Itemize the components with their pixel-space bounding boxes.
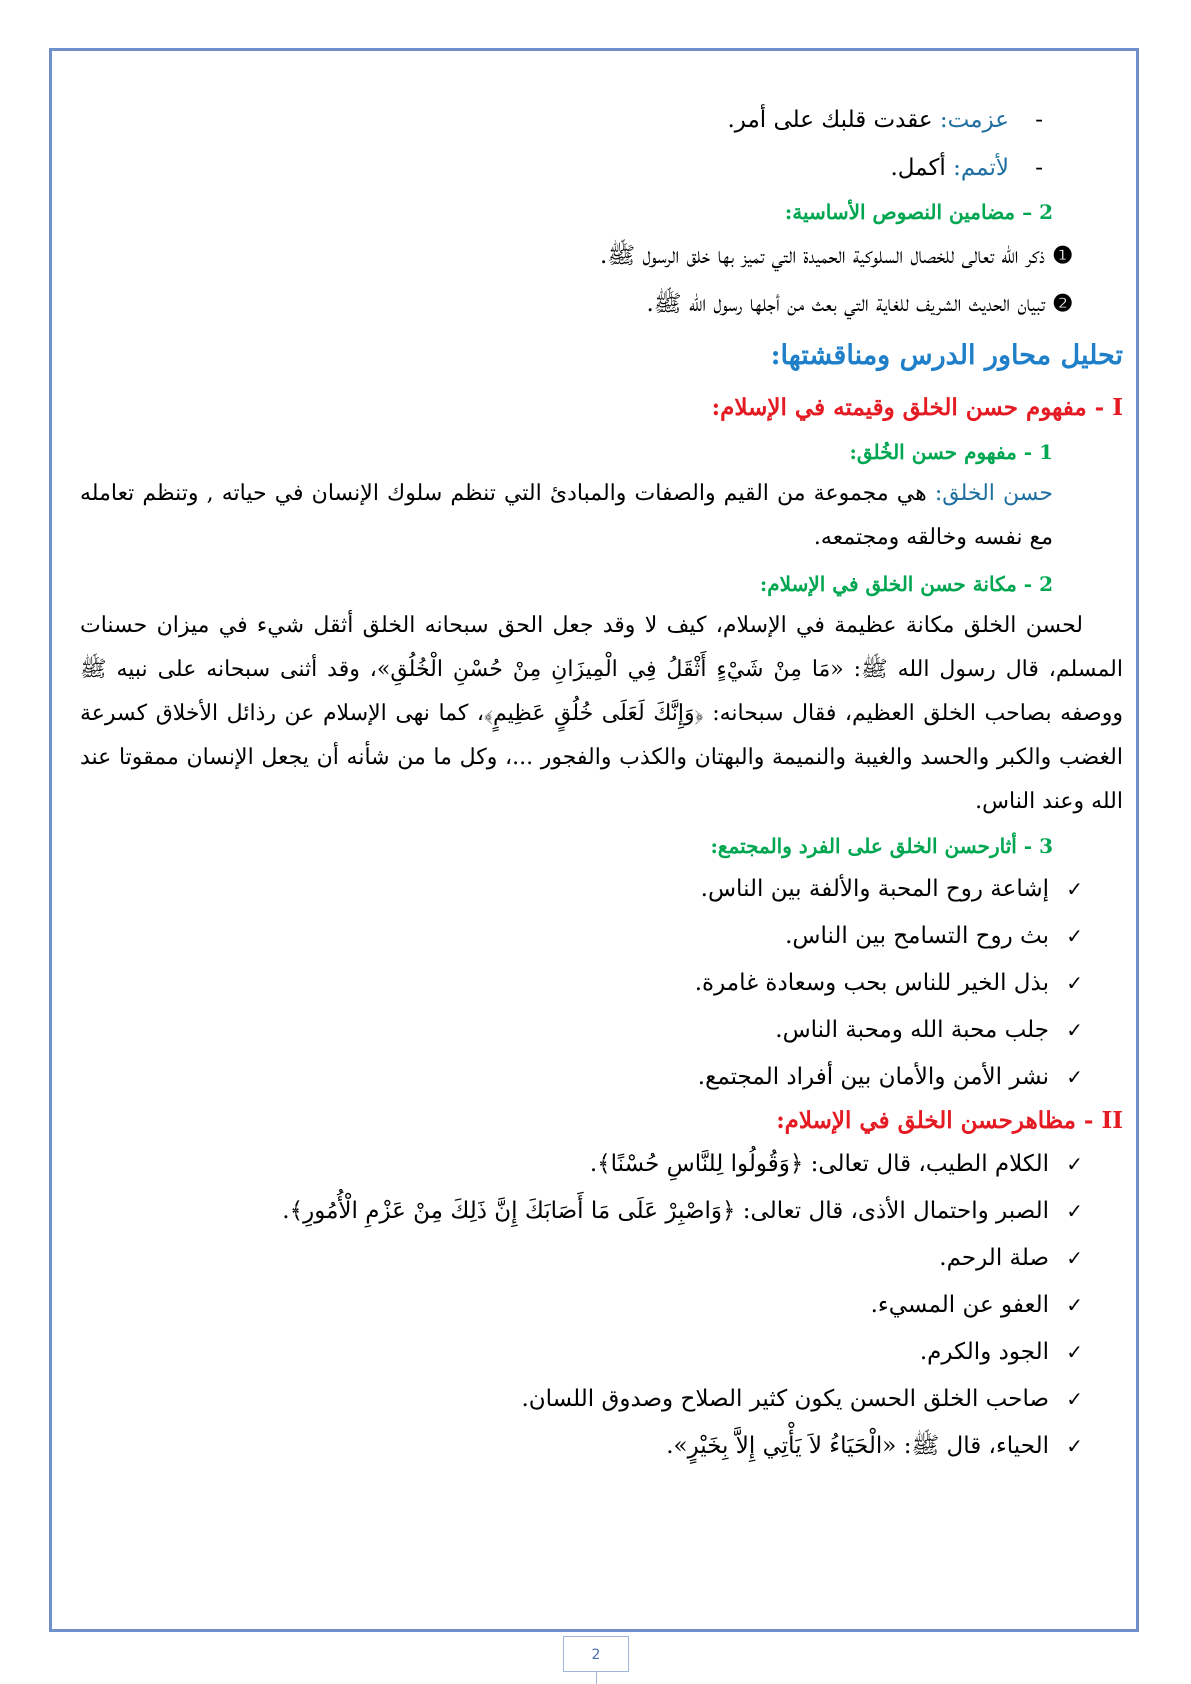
vocab-term: عزمت: xyxy=(939,107,1009,133)
document-body xyxy=(80,96,1123,1470)
check-icon: ✓ xyxy=(1066,1152,1083,1176)
subsection-heading: 2 - مكانة حسن الخلق في الإسلام: xyxy=(759,572,1053,596)
list-item: ❶ذكر الله تعالى للخصال السلوكية الحميدة التي تميز بها خلق الرسول ﷺ. xyxy=(80,232,1123,280)
check-item: ✓الحياء، قال ﷺ: «الْحَيَاءُ لاَ يَأْتِي إِلاَّ بِخَيْرٍ». xyxy=(80,1423,1123,1470)
subsection-heading: 3 - أثارحسن الخلق على الفرد والمجتمع: xyxy=(710,834,1053,858)
check-icon: ✓ xyxy=(1066,924,1083,948)
vocab-item: -عزمت: عقدت قلبك على أمر. xyxy=(727,107,1043,133)
check-item: ✓جلب محبة الله ومحبة الناس. xyxy=(80,1007,1123,1054)
check-icon: ✓ xyxy=(1066,877,1083,901)
part-heading: I - مفهوم حسن الخلق وقيمته في الإسلام: xyxy=(711,394,1123,421)
check-item: ✓الكلام الطيب، قال تعالى: ﴿وَقُولُوا لِلنَّاسِ حُسْنًا﴾. xyxy=(80,1141,1123,1188)
check-icon: ✓ xyxy=(1066,1018,1083,1042)
main-title: تحليل محاور الدرس ومناقشتها: xyxy=(770,340,1123,371)
check-icon: ✓ xyxy=(1066,1293,1083,1317)
check-item: ✓الصبر واحتمال الأذى، قال تعالى: ﴿وَاصْبِرْ عَلَى مَا أَصَابَكَ إِنَّ ذَلِكَ مِنْ عَزْمِ الْأُمُورِ﴾. xyxy=(80,1188,1123,1235)
check-icon: ✓ xyxy=(1066,1387,1083,1411)
check-item: ✓صلة الرحم. xyxy=(80,1235,1123,1282)
check-item: ✓بث روح التسامح بين الناس. xyxy=(80,913,1123,960)
check-icon: ✓ xyxy=(1066,971,1083,995)
definition-term: حسن الخلق: xyxy=(934,481,1053,506)
vocab-definition: أكمل. xyxy=(890,155,954,181)
check-item: ✓العفو عن المسيء. xyxy=(80,1282,1123,1329)
check-icon: ✓ xyxy=(1066,1065,1083,1089)
vocab-term: لأتمم: xyxy=(953,155,1009,181)
part-heading: II - مظاهرحسن الخلق في الإسلام: xyxy=(776,1107,1123,1134)
check-item: ✓نشر الأمن والأمان بين أفراد المجتمع. xyxy=(80,1054,1123,1101)
check-icon: ✓ xyxy=(1066,1340,1083,1364)
vocab-definition: عقدت قلبك على أمر. xyxy=(727,107,940,133)
check-item: ✓بذل الخير للناس بحب وسعادة غامرة. xyxy=(80,960,1123,1007)
status-paragraph: لحسن الخلق مكانة عظيمة في الإسلام، كيف لا وقد جعل الحق سبحانه الخلق أثقل شيء في ميزان حسنات المسلم، قال رسول الله ﷺ: «مَا مِنْ شَيْءٍ أَثْقَلُ فِي الْمِيزَانِ مِنْ حُسْنِ الْخُلُقِ»، وقد أثنى سبحانه على نبيه ﷺ ووصفه بصاحب الخلق العظيم، فقال سبحانه: ﴿وَإِنَّكَ لَعَلَى خُلُقٍ عَظِيمٍ﴾، كما نهى الإسلام عن رذائل الأخلاق كسرعة الغضب والكبر والحسد والغيبة والنميمة والبهتان والكذب والفجور ...، وكل ما من شأنه أن يجعل الإنسان ممقوتا عند الله وعند الناس. xyxy=(80,613,1123,814)
page-number: 2 xyxy=(563,1636,629,1672)
check-item: ✓الجود والكرم. xyxy=(80,1329,1123,1376)
number-badge: ❷ xyxy=(1052,290,1073,317)
number-badge: ❶ xyxy=(1052,242,1073,269)
definition-paragraph: حسن الخلق: هي مجموعة من القيم والصفات والمبادئ التي تنظم سلوك الإنسان في حياته , وتنظم تعامله مع نفسه وخالقه ومجتمعه. xyxy=(80,481,1053,550)
page-number-tick xyxy=(596,1672,597,1684)
subsection-heading: 1 - مفهوم حسن الخُلق: xyxy=(849,440,1053,464)
check-item: ✓صاحب الخلق الحسن يكون كثير الصلاح وصدوق اللسان. xyxy=(80,1376,1123,1423)
vocab-item: -لأتمم: أكمل. xyxy=(890,155,1043,181)
check-item: ✓إشاعة روح المحبة والألفة بين الناس. xyxy=(80,866,1123,913)
check-icon: ✓ xyxy=(1066,1199,1083,1223)
check-icon: ✓ xyxy=(1066,1434,1083,1458)
section-heading: 2 – مضامين النصوص الأساسية: xyxy=(784,200,1053,224)
check-icon: ✓ xyxy=(1066,1246,1083,1270)
list-item: ❷تبيان الحديث الشريف للغاية التي بعث من أجلها رسول الله ﷺ. xyxy=(80,280,1123,328)
